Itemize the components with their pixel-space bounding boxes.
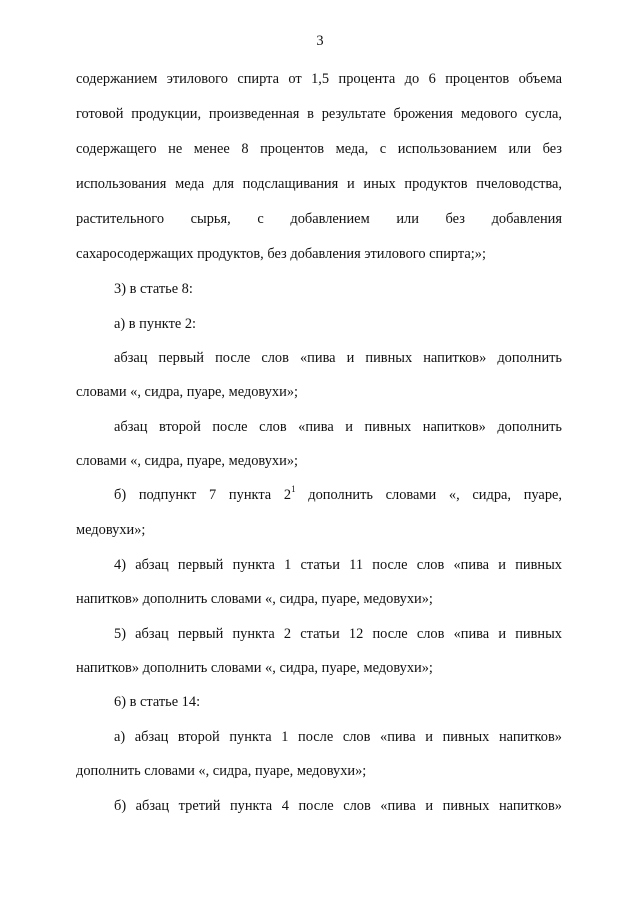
text-line: 5) абзац первый пункта 2 статьи 12 после слов «пива и пивных bbox=[114, 626, 562, 642]
text-line: дополнить словами «, сидра, пуаре, медовухи»; bbox=[76, 763, 367, 779]
text-line: а) абзац второй пункта 1 после слов «пива и пивных напитков» bbox=[114, 729, 562, 745]
text-line: словами «, сидра, пуаре, медовухи»; bbox=[76, 453, 299, 469]
text-line: 4) абзац первый пункта 1 статьи 11 после слов «пива и пивных bbox=[114, 557, 562, 573]
text-line: медовухи»; bbox=[76, 522, 146, 538]
text-line: абзац второй после слов «пива и пивных напитков» дополнить bbox=[114, 419, 562, 435]
text-line: 3) в статье 8: bbox=[114, 281, 193, 297]
text-line: содержанием этилового спирта от 1,5 процента до 6 процентов объема bbox=[76, 71, 562, 87]
text-line: растительного сырья, с добавлением или без добавления bbox=[76, 211, 562, 227]
text-line: абзац первый после слов «пива и пивных напитков» дополнить bbox=[114, 350, 562, 366]
text-line: 6) в статье 14: bbox=[114, 694, 201, 710]
text-line: сахаросодержащих продуктов, без добавления этилового спирта;»; bbox=[76, 246, 486, 262]
text-line: словами «, сидра, пуаре, медовухи»; bbox=[76, 384, 299, 400]
text-line: напитков» дополнить словами «, сидра, пуаре, медовухи»; bbox=[76, 660, 433, 676]
text-line: готовой продукции, произведенная в результате брожения медового сусла, bbox=[76, 106, 562, 122]
text-fragment: дополнить словами «, сидра, пуаре, bbox=[295, 487, 562, 503]
text-line: использования меда для подслащивания и иных продуктов пчеловодства, bbox=[76, 176, 562, 192]
text-line: б) абзац третий пункта 4 после слов «пива и пивных напитков» bbox=[114, 798, 562, 814]
text-fragment: б) подпункт 7 пункта 2 bbox=[114, 487, 292, 503]
text-line-with-superscript bbox=[114, 486, 562, 504]
page-number: 3 bbox=[316, 33, 324, 49]
text-line: содержащего не менее 8 процентов меда, с использованием или без bbox=[76, 141, 562, 157]
text-line: а) в пункте 2: bbox=[114, 316, 197, 332]
text-line: напитков» дополнить словами «, сидра, пуаре, медовухи»; bbox=[76, 591, 433, 607]
superscript: 1 bbox=[291, 484, 296, 494]
